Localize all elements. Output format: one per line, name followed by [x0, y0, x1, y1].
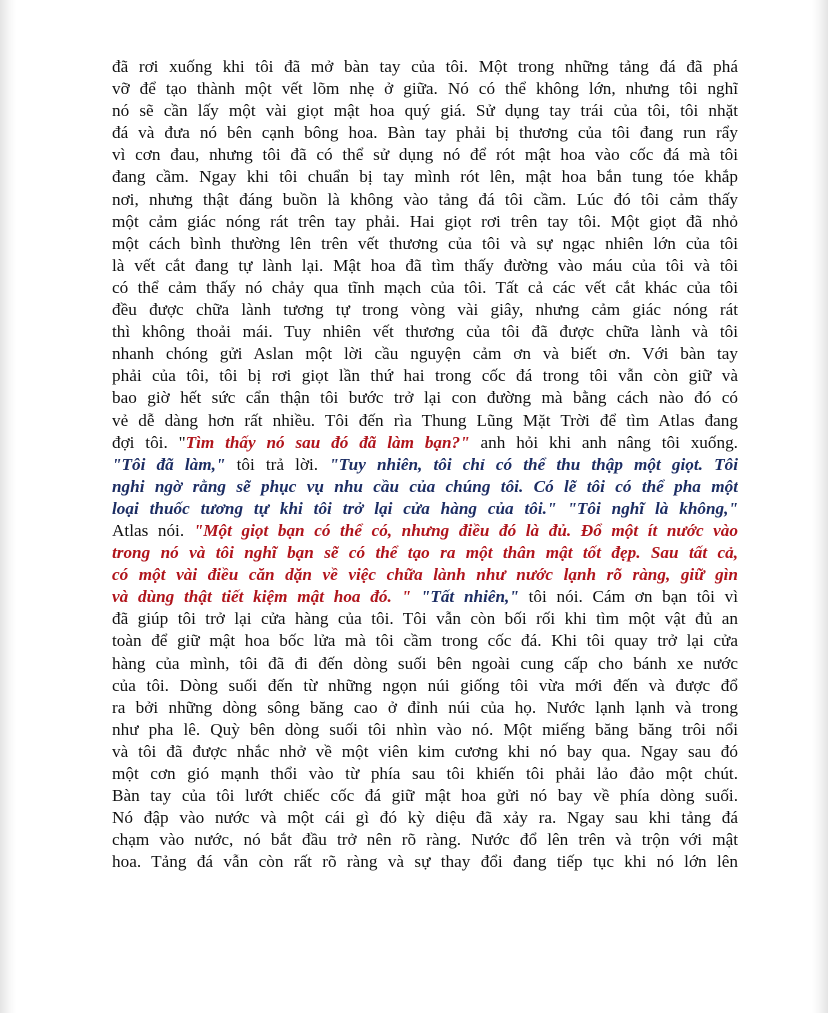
- text-line: [112, 498, 738, 520]
- document-page: [112, 56, 738, 873]
- text-line: [112, 144, 738, 166]
- blue-dialogue-text: nghi ngờ rằng sẽ phục vụ nhu cầu của chúng tôi. Có lẽ tôi có thể pha một: [112, 476, 738, 496]
- narration-text: như pha lê. Quỳ bên dòng suối tôi nhìn vào nó. Một miếng băng băng trôi nổi: [112, 719, 738, 739]
- page-shadow-right: [812, 0, 828, 1013]
- narration-text: vẻ dễ dàng hơn rất nhiều. Tôi đến rìa Thung Lũng Mặt Trời để tìm Atlas đang: [112, 410, 738, 430]
- text-line: [112, 166, 738, 188]
- text-line: [112, 211, 738, 233]
- text-line: [112, 432, 738, 454]
- text-line: [112, 299, 738, 321]
- narration-text: đều được chữa lành tương tự trong vòng vài giây, nhưng cảm giác nóng rát: [112, 300, 738, 320]
- text-line: [112, 321, 738, 343]
- text-line: [112, 56, 738, 78]
- text-line: [112, 763, 738, 785]
- narration-text: phải của tôi, tôi bị rơi giọt lần thứ hai trong cốc đá trong tôi vẫn còn giữ và: [112, 366, 738, 386]
- text-line: [112, 520, 738, 542]
- narration-text: và tôi đã được nhắc nhở về một viên kim cương khi nó bay qua. Ngay sau đó: [112, 741, 738, 761]
- text-line: [112, 410, 738, 432]
- text-line: [112, 653, 738, 675]
- narration-text: hàng của mình, tôi đã đi đến dòng suối bên ngoài cung cấp cho bánh xe nước: [112, 653, 738, 673]
- text-line: [112, 697, 738, 719]
- text-line: [112, 564, 738, 586]
- narration-text: thì không thoải mái. Tuy nhiên vết thương của tôi đã được chữa lành và tôi: [112, 322, 738, 342]
- text-line: [112, 741, 738, 763]
- text-line: [112, 675, 738, 697]
- narration-text: có thể cảm thấy nó chảy qua tĩnh mạch của tôi. Tất cả các vết cắt khác của tôi: [112, 277, 738, 297]
- text-line: [112, 586, 738, 608]
- narration-text: đang cầm. Ngay khi tôi chuẩn bị tay mình rót lên, mật hoa bắn tung tóe khắp: [112, 167, 738, 187]
- red-dialogue-text: và dùng thật tiết kiệm mật hoa đó. ": [112, 587, 412, 607]
- text-line: [112, 387, 738, 409]
- narration-text: của tôi. Dòng suối đến từ những ngọn núi giống tôi vừa mới đến và được đổ: [112, 675, 738, 695]
- blue-dialogue-text: "Tôi nghĩ là không,": [567, 498, 738, 518]
- blue-dialogue-text: "Tôi đã làm,": [112, 454, 226, 474]
- narration-text: ra bởi những dòng sông băng cao ở đỉnh núi của họ. Nước lạnh lạnh và trong: [112, 697, 738, 717]
- text-line: [112, 277, 738, 299]
- red-dialogue-text: "Một giọt bạn có thể có, nhưng điều đó là đủ. Đổ một ít nước vào: [193, 520, 738, 540]
- narration-text: đã giúp tôi trở lại cửa hàng của tôi. Tôi vẫn còn bối rối khi tìm một vật đủ an: [112, 609, 738, 629]
- text-line: [112, 630, 738, 652]
- text-line: [112, 719, 738, 741]
- text-line: [112, 454, 738, 476]
- red-dialogue-text: trong nó và tôi nghĩ bạn sẽ có thể tạo ra một thân mật tốt đẹp. Sau tất cả,: [112, 543, 738, 563]
- text-line: [112, 476, 738, 498]
- narration-text: chạm vào nước, nó bắt đầu trở nên rõ ràng. Nước đổ lên trên và trộn với mật: [112, 830, 738, 850]
- narration-text: một cảm giác nóng rát trên tay phải. Hai giọt rơi trên tay tôi. Một giọt đã nhỏ: [112, 211, 738, 231]
- narration-text: Nó đập vào nước và một cái gì đó kỳ diệu đã xảy ra. Ngay sau khi tảng đá: [112, 808, 738, 828]
- text-line: [112, 807, 738, 829]
- narration-text: là vết cắt đang tự lành lại. Mật hoa đã tìm thấy đường vào máu của tôi và tôi: [112, 255, 738, 275]
- narration-text: vỡ để tạo thành một vết lõm nhẹ ở giữa. Nó có thể không lớn, nhưng tôi nghĩ: [112, 79, 738, 99]
- red-dialogue-text: có một vài điều căn dặn về việc chữa lành như nước lạnh rõ ràng, giữ gìn: [112, 565, 738, 585]
- narration-text: vì cơn đau, nhưng tôi đã có thể sử dụng nó để rót mật hoa vào cốc đá mà tôi: [112, 145, 738, 165]
- narration-text: nơi, nhưng thật đáng buồn là không vào tảng đá tôi cầm. Lúc đó tôi cảm thấy: [112, 189, 738, 209]
- text-line: [112, 829, 738, 851]
- narration-text: anh hỏi khi anh nâng tôi xuống.: [469, 432, 738, 452]
- narration-text: bao giờ hết sức cẩn thận tôi bước trở lại con đường mà bằng cách nào đó có: [112, 388, 738, 408]
- narration-text: đá và đưa nó bên cạnh bông hoa. Bàn tay phải bị thương của tôi đang run rẩy: [112, 123, 738, 143]
- blue-dialogue-text: "Tất nhiên,": [420, 587, 519, 607]
- narration-text: [411, 587, 421, 606]
- narration-text: [556, 499, 567, 518]
- text-line: [112, 608, 738, 630]
- narration-text: tôi trả lời.: [225, 454, 330, 474]
- narration-text: nhanh chóng gửi Aslan một lời cầu nguyện cảm ơn và biết ơn. Với bàn tay: [112, 344, 738, 364]
- text-line: [112, 100, 738, 122]
- text-line: [112, 343, 738, 365]
- narration-text: hoa. Tảng đá vẫn còn rất rõ ràng và sự thay đổi đang tiếp tục khi nó lớn lên: [112, 852, 738, 872]
- narration-text: Bàn tay của tôi lướt chiếc cốc đá giữ mật hoa gửi nó bay về phía dòng suối.: [112, 786, 738, 806]
- blue-dialogue-text: loại thuốc tương tự khi tôi trở lại cửa hàng của tôi.": [112, 498, 557, 518]
- red-dialogue-text: Tìm thấy nó sau đó đã làm bạn?": [185, 432, 470, 452]
- narration-text: tôi nói. Cám ơn bạn tôi vì: [518, 587, 738, 607]
- text-line: [112, 785, 738, 807]
- text-line: [112, 233, 738, 255]
- text-line: [112, 122, 738, 144]
- blue-dialogue-text: "Tuy nhiên, tôi chỉ có thể thu thập một giọt. Tôi: [329, 454, 738, 474]
- narration-text: Atlas nói.: [112, 520, 194, 540]
- text-line: [112, 365, 738, 387]
- text-line: [112, 78, 738, 100]
- page-shadow-left: [0, 0, 16, 1013]
- text-line: [112, 542, 738, 564]
- narration-text: toàn để giữ mật hoa bốc lửa mà tôi cầm trong cốc đá. Khi tôi quay trở lại cửa: [112, 631, 738, 651]
- narration-text: một cơn gió mạnh thổi vào từ phía sau tôi khiến tôi phải lảo đảo một chút.: [112, 764, 738, 783]
- narration-text: một cách bình thường lên trên vết thương của tôi và sự ngạc nhiên lớn của tôi: [112, 233, 738, 253]
- text-line: [112, 189, 738, 211]
- narration-text: nó sẽ cần lấy một vài giọt mật hoa quý giá. Sử dụng tay trái của tôi, tôi nhặt: [112, 101, 738, 121]
- narration-text: đã rơi xuống khi tôi đã mở bàn tay của tôi. Một trong những tảng đá đã phá: [112, 57, 738, 76]
- narration-text: đợi tôi. ": [112, 432, 186, 452]
- text-line: [112, 851, 738, 873]
- text-line: [112, 255, 738, 277]
